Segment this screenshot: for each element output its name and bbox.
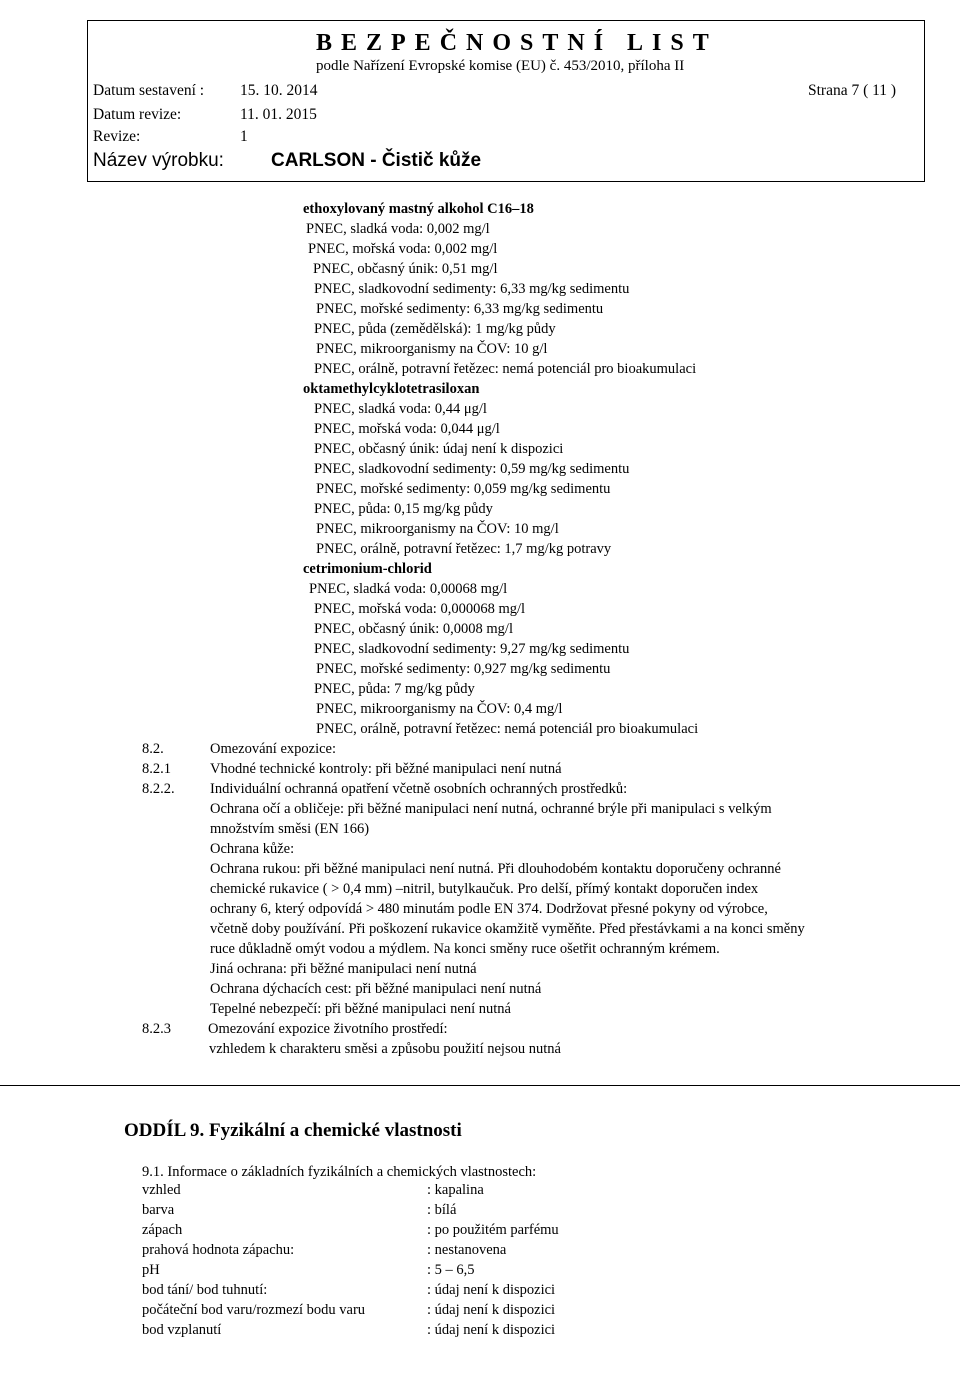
- pnec-line: PNEC, mikroorganismy na ČOV: 10 mg/l: [316, 521, 559, 537]
- s822-number: 8.2.2.: [142, 781, 175, 797]
- product-name: CARLSON - Čistič kůže: [271, 150, 482, 171]
- property-value: : údaj není k dispozici: [427, 1302, 556, 1318]
- substance-heading: cetrimonium-chlorid: [303, 561, 432, 577]
- page-number: Strana 7 ( 11 ): [808, 82, 897, 99]
- pnec-line: PNEC, mikroorganismy na ČOV: 0,4 mg/l: [316, 701, 563, 717]
- s822-line: ochrany 6, který odpovídá > 480 minutám podle EN 374. Dodržovat přesné pokyny od výrobce,: [210, 901, 768, 917]
- property-value: : údaj není k dispozici: [427, 1322, 556, 1338]
- revision-label: Revize:: [93, 128, 141, 145]
- revision-value: 1: [240, 128, 248, 145]
- pnec-line: PNEC, mořská voda: 0,002 mg/l: [308, 241, 498, 257]
- pnec-line: PNEC, mořská voda: 0,000068 mg/l: [314, 601, 526, 617]
- s822-line: Tepelné nebezpečí: při běžné manipulaci není nutná: [210, 1001, 511, 1017]
- property-label: barva: [142, 1202, 175, 1218]
- pnec-line: PNEC, sladkovodní sedimenty: 0,59 mg/kg sedimentu: [314, 461, 630, 477]
- document-title: BEZPEČNOSTNÍ LIST: [316, 30, 718, 56]
- pnec-line: PNEC, orálně, potravní řetězec: nemá potenciál pro bioakumulaci: [314, 361, 697, 377]
- section-divider: [0, 1085, 960, 1086]
- s821-text: Vhodné technické kontroly: při běžné manipulaci není nutná: [210, 761, 562, 777]
- date-compiled-value: 15. 10. 2014: [240, 82, 318, 99]
- pnec-line: PNEC, sladká voda: 0,00068 mg/l: [309, 581, 508, 597]
- pnec-line: PNEC, mořské sedimenty: 0,059 mg/kg sedimentu: [316, 481, 611, 497]
- s82-title: Omezování expozice:: [210, 741, 337, 757]
- pnec-line: PNEC, sladkovodní sedimenty: 9,27 mg/kg sedimentu: [314, 641, 630, 657]
- pnec-line: PNEC, půda (zemědělská): 1 mg/kg půdy: [314, 321, 556, 337]
- property-label: bod vzplanutí: [142, 1322, 222, 1338]
- pnec-line: PNEC, mořské sedimenty: 6,33 mg/kg sedimentu: [316, 301, 604, 317]
- pnec-line: PNEC, sladká voda: 0,44 μg/l: [314, 401, 487, 417]
- s822-line: včetně doby používání. Při poškození rukavice okamžitě vyměňte. Před přestávkami a na konci směny: [210, 921, 805, 937]
- s822-line: Ochrana rukou: při běžné manipulaci není nutná. Při dlouhodobém kontaktu doporučeny ochranné: [210, 861, 781, 877]
- s823-line: Omezování expozice životního prostředí:: [208, 1021, 448, 1037]
- s822-line: Ochrana kůže:: [210, 841, 295, 857]
- pnec-line: PNEC, orálně, potravní řetězec: nemá potenciál pro bioakumulaci: [316, 721, 699, 737]
- pnec-line: PNEC, mořské sedimenty: 0,927 mg/kg sedimentu: [316, 661, 611, 677]
- property-value: : 5 – 6,5: [427, 1262, 475, 1278]
- s822-line: Ochrana očí a obličeje: při běžné manipulaci není nutná, ochranné brýle při manipulaci s velkým: [210, 801, 772, 817]
- section9-title: ODDÍL 9. Fyzikální a chemické vlastnosti: [124, 1120, 462, 1141]
- pnec-line: PNEC, občasný únik: 0,51 mg/l: [313, 261, 498, 277]
- property-label: zápach: [142, 1222, 183, 1238]
- property-value: : kapalina: [427, 1182, 484, 1198]
- document-subtitle: podle Nařízení Evropské komise (EU) č. 453/2010, příloha II: [316, 58, 685, 74]
- property-value: : po použitém parfému: [427, 1222, 559, 1238]
- pnec-line: PNEC, občasný únik: 0,0008 mg/l: [314, 621, 513, 637]
- property-label: vzhled: [142, 1182, 181, 1198]
- s822-line: Ochrana dýchacích cest: při běžné manipulaci není nutná: [210, 981, 542, 997]
- property-label: prahová hodnota zápachu:: [142, 1242, 295, 1258]
- date-revised-value: 11. 01. 2015: [240, 106, 317, 123]
- pnec-line: PNEC, občasný únik: údaj není k dispozici: [314, 441, 564, 457]
- s82-number: 8.2.: [142, 741, 164, 757]
- pnec-line: PNEC, půda: 7 mg/kg půdy: [314, 681, 475, 697]
- product-label: Název výrobku:: [93, 150, 224, 171]
- property-label: počáteční bod varu/rozmezí bodu varu: [142, 1302, 366, 1318]
- s822-line: množstvím směsi (EN 166): [210, 821, 370, 837]
- property-value: : údaj není k dispozici: [427, 1282, 556, 1298]
- s823-number: 8.2.3: [142, 1021, 171, 1037]
- property-value: : bílá: [427, 1202, 457, 1218]
- s822-line: ruce důkladně omýt vodou a mýdlem. Na konci směny ruce ošetřit ochranným krémem.: [210, 941, 720, 957]
- pnec-line: PNEC, sladkovodní sedimenty: 6,33 mg/kg sedimentu: [314, 281, 630, 297]
- pnec-line: PNEC, půda: 0,15 mg/kg půdy: [314, 501, 493, 517]
- s822-line: Jiná ochrana: při běžné manipulaci není nutná: [210, 961, 477, 977]
- pnec-line: PNEC, orálně, potravní řetězec: 1,7 mg/kg potravy: [316, 541, 612, 557]
- s822-line: Individuální ochranná opatření včetně osobních ochranných prostředků:: [210, 781, 628, 797]
- pnec-line: PNEC, mořská voda: 0,044 μg/l: [314, 421, 500, 437]
- substance-heading: oktamethylcyklotetrasiloxan: [303, 381, 480, 397]
- section9-subtitle: 9.1. Informace o základních fyzikálních a chemických vlastnostech:: [142, 1164, 537, 1180]
- property-value: : nestanovena: [427, 1242, 507, 1258]
- date-revised-label: Datum revize:: [93, 106, 182, 123]
- s821-number: 8.2.1: [142, 761, 171, 777]
- date-compiled-label: Datum sestavení :: [93, 82, 205, 99]
- pnec-line: PNEC, sladká voda: 0,002 mg/l: [306, 221, 490, 237]
- s823-line: vzhledem k charakteru směsi a způsobu použití nejsou nutná: [209, 1041, 561, 1057]
- property-label: bod tání/ bod tuhnutí:: [142, 1282, 268, 1298]
- property-label: pH: [142, 1262, 160, 1278]
- pnec-line: PNEC, mikroorganismy na ČOV: 10 g/l: [316, 341, 548, 357]
- substance-heading: ethoxylovaný mastný alkohol C16–18: [303, 201, 534, 217]
- s822-line: chemické rukavice ( > 0,4 mm) –nitril, butylkaučuk. Pro delší, přímý kontakt doporučen index: [210, 881, 759, 897]
